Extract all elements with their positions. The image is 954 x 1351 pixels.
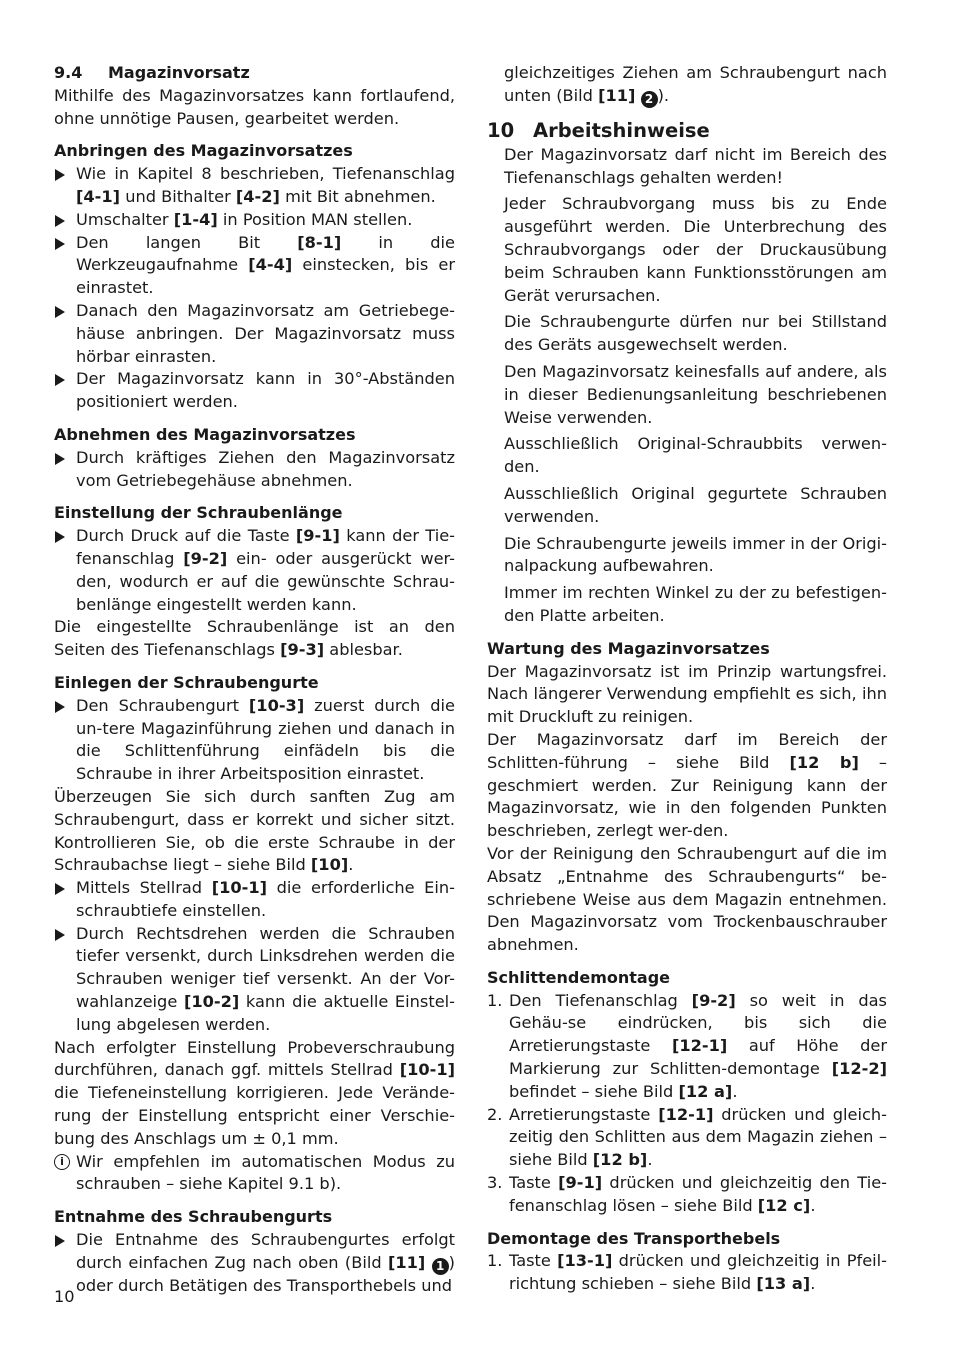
body-text: Vor der Reinigung den Schraubengurt auf die im Absatz „Entnahme des Schraubengurts“ be-schriebene Weise aus dem Magazin entnehmen. Den Magazinvorsatz vom Trockenbauschrauber abnehmen. xyxy=(487,843,887,955)
numbered-item: 3. Taste [9-1] drücken und gleichzeitig den Tie-fenanschlag lösen – siehe Bild [12 c]. xyxy=(487,1173,887,1215)
work-note: Der Magazinvorsatz darf nicht im Bereich des Tiefenanschlags gehalten werden! xyxy=(504,144,887,187)
heading-anbringen: Anbringen des Magazinvorsatzes xyxy=(54,141,353,161)
bullet-item: Durch Rechtsdrehen werden die Schrauben tiefer versenkt, durch Linksdrehen werden die Schrauben weniger tief versenkt. An der Vor-wahlanzeige [10-2] kann die aktuelle Einstel-lung abgelesen werden. xyxy=(54,923,455,1037)
numbered-item: 1. Den Tiefenanschlag [9-2] so weit in das Gehäu-se eindrücken, bis sich die Arretierungstaste [12-1] auf Höhe der Markierung zur Schlitten-demontage [12-2] befindet – siehe Bild [12 a]. xyxy=(487,990,887,1101)
numbered-item: 2. Arretierungstaste [12-1] drücken und gleich-zeitig den Schlitten aus dem Magazin ziehen – siehe Bild [12 b]. xyxy=(487,1104,887,1170)
left-column xyxy=(54,62,455,1298)
heading-wartung: Wartung des Magazinvorsatzes xyxy=(487,638,770,658)
work-note: Die Schraubengurte dürfen nur bei Stillstand des Geräts ausgewechselt werden. xyxy=(504,312,887,355)
info-icon: i xyxy=(54,1154,70,1170)
bullet-item: Danach den Magazinvorsatz am Getriebege-häuse anbringen. Der Magazinvorsatz muss hörbar einrasten. xyxy=(54,300,455,368)
bullet-item: Der Magazinvorsatz kann in 30°-Abständen positioniert werden. xyxy=(54,368,455,414)
heading-transport: Demontage des Transporthebels xyxy=(487,1228,781,1248)
bullet-item: Durch Druck auf die Taste [9-1] kann der Tie-fenanschlag [9-2] ein- oder ausgerückt wer-den, wodurch er auf die gewünschte Schrau-benlänge eingestellt werden kann. xyxy=(54,525,455,616)
callout-1-icon: 1 xyxy=(432,1258,449,1275)
bullet-item: Mittels Stellrad [10-1] die erforderliche Ein-schraubtiefe einstellen. xyxy=(54,877,455,923)
heading-einlegen: Einlegen der Schraubengurte xyxy=(54,672,319,692)
heading-entnahme: Entnahme des Schraubengurts xyxy=(54,1207,333,1227)
body-text: Überzeugen Sie sich durch sanften Zug am Schraubengurt, dass er korrekt und sicher sitzt. Kontrollieren Sie, ob die erste Schraube in der Schraubachse liegt – siehe Bild [10]. xyxy=(54,786,455,875)
body-text: Der Magazinvorsatz darf im Bereich der Schlitten-führung – siehe Bild [12 b] – geschmiert werden. Zur Reinigung kann der Magazinvorsatz, wie in den folgenden Punkten beschrieben, zerlegt wer-den. xyxy=(487,729,887,841)
right-column xyxy=(487,62,887,1296)
bullet-item: Den langen Bit [8-1] in die Werkzeugaufnahme [4-4] einstecken, bis er einrastet. xyxy=(54,232,455,300)
page-number: 10 xyxy=(54,1287,75,1306)
section-heading-9-4: 9.4 Magazinvorsatz xyxy=(54,63,250,82)
work-note: Den Magazinvorsatz keinesfalls auf andere, als in dieser Bedienungsanleitung beschriebenen Weise verwenden. xyxy=(504,361,887,427)
bullet-item: Die Entnahme des Schraubengurtes erfolgt durch einfachen Zug nach oben (Bild [11] 1 ) oder durch Betätigen des Transporthebels und xyxy=(54,1229,455,1298)
body-text: Der Magazinvorsatz ist im Prinzip wartungsfrei. Nach längerer Verwendung empfiehlt es sich, ihn mit Druckluft zu reinigen. xyxy=(487,661,887,727)
section-heading-10: 10 Arbeitshinweise xyxy=(487,118,710,142)
numbered-item: 1. Taste [13-1] drücken und gleichzeitig in Pfeil-richtung schieben – siehe Bild [13 a]. xyxy=(487,1251,887,1294)
continued-text: gleichzeitiges Ziehen am Schraubengurt nach unten (Bild [11] 2 ). xyxy=(504,63,887,106)
intro-text: Mithilfe des Magazinvorsatzes kann fortlaufend, ohne unnötige Pausen, gearbeitet werden. xyxy=(54,85,455,128)
work-note: Ausschließlich Original gegurtete Schrauben verwenden. xyxy=(504,483,887,526)
info-note: i Wir empfehlen im automatischen Modus zu schrauben – siehe Kapitel 9.1 b). xyxy=(54,1151,455,1197)
heading-schlitten: Schlittendemontage xyxy=(487,967,671,987)
body-text: Nach erfolgter Einstellung Probeverschraubung durchführen, danach ggf. mittels Stellrad [10-1] die Tiefeneinstellung korrigieren. Jede Verände-rung der Einstellung entspricht einer Verschie-bung des Anschlags um ± 0,1 mm. xyxy=(54,1037,455,1148)
bullet-item: Wie in Kapitel 8 beschrieben, Tiefenanschlag [4-1] und Bithalter [4-2] mit Bit abnehmen. xyxy=(54,163,455,209)
work-note: Jeder Schraubvorgang muss bis zu Ende ausgeführt werden. Die Unterbrechung des Schraubvorgangs oder der Druckausübung beim Schrauben kann Funktionsstörungen am Gerät verursachen. xyxy=(504,194,887,305)
bullet-item: Den Schraubengurt [10-3] zuerst durch die un-tere Magazinführung ziehen und danach in die Schlittenführung einfädeln bis die Schraube in ihrer Arbeitsposition einrastet. xyxy=(54,695,455,786)
work-note: Die Schraubengurte jeweils immer in der Origi-nalpackung aufbewahren. xyxy=(504,533,887,576)
callout-2-icon: 2 xyxy=(641,91,658,108)
work-note: Immer im rechten Winkel zu der zu befestigen-den Platte arbeiten. xyxy=(504,583,887,625)
body-text: Die eingestellte Schraubenlänge ist an den Seiten des Tiefenanschlags [9-3] ablesbar. xyxy=(54,617,455,660)
bullet-item: Umschalter [1-4] in Position MAN stellen. xyxy=(54,209,455,232)
work-note: Ausschließlich Original-Schraubbits verwen-den. xyxy=(504,434,887,477)
heading-einstellung: Einstellung der Schraubenlänge xyxy=(54,503,343,523)
heading-abnehmen: Abnehmen des Magazinvorsatzes xyxy=(54,424,356,444)
bullet-item: Durch kräftiges Ziehen den Magazinvorsatz vom Getriebegehäuse abnehmen. xyxy=(54,447,455,493)
